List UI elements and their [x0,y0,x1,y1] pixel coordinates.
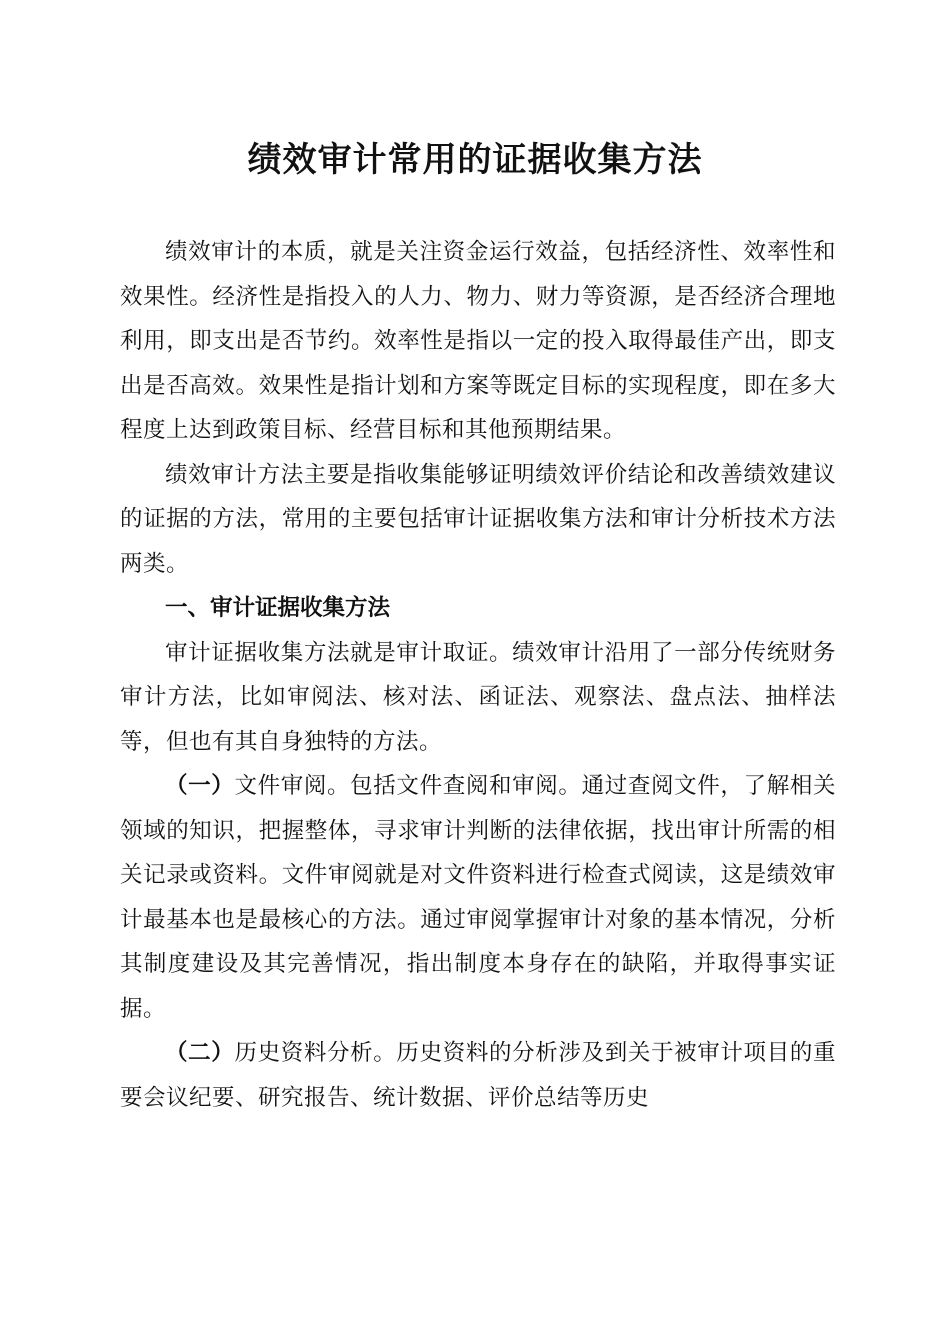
item-document-review [120,764,836,1031]
paragraph-methods: 绩效审计方法主要是指收集能够证明绩效评价结论和改善绩效建议的证据的方法，常用的主要包括审计证据收集方法和审计分析技术方法两类。 [120,461,836,577]
item-label: （二） [165,1040,235,1066]
item-text: 文件审阅。包括文件查阅和审阅。通过查阅文件，了解相关领域的知识，把握整体，寻求审计判断的法律依据，找出审计所需的相关记录或资料。文件审阅就是对文件资料进行检查式阅读，这是绩效审计最基本也是最核心的方法。通过审阅掌握审计对象的基本情况，分析其制度建设及其完善情况，指出制度本身存在的缺陷，并取得事实证据。 [120,773,836,1022]
document-body [120,230,836,1120]
section-heading: 一、审计证据收集方法 [165,595,391,621]
item-historical-analysis [120,1031,836,1120]
document-title: 绩效审计常用的证据收集方法 [247,140,703,180]
section-intro: 审计证据收集方法就是审计取证。绩效审计沿用了一部分传统财务审计方法，比如审阅法、核对法、函证法、观察法、盘点法、抽样法等，但也有其自身独特的方法。 [120,639,836,755]
item-label: （一） [165,773,235,799]
item-text: 历史资料分析。历史资料的分析涉及到关于被审计项目的重要会议纪要、研究报告、统计数据、评价总结等历史 [120,1040,836,1111]
paragraph-intro: 绩效审计的本质，就是关注资金运行效益，包括经济性、效率性和效果性。经济性是指投入的人力、物力、财力等资源，是否经济合理地利用，即支出是否节约。效率性是指以一定的投入取得最佳产出，即支出是否高效。效果性是指计划和方案等既定目标的实现程度，即在多大程度上达到政策目标、经营目标和其他预期结果。 [120,239,836,443]
